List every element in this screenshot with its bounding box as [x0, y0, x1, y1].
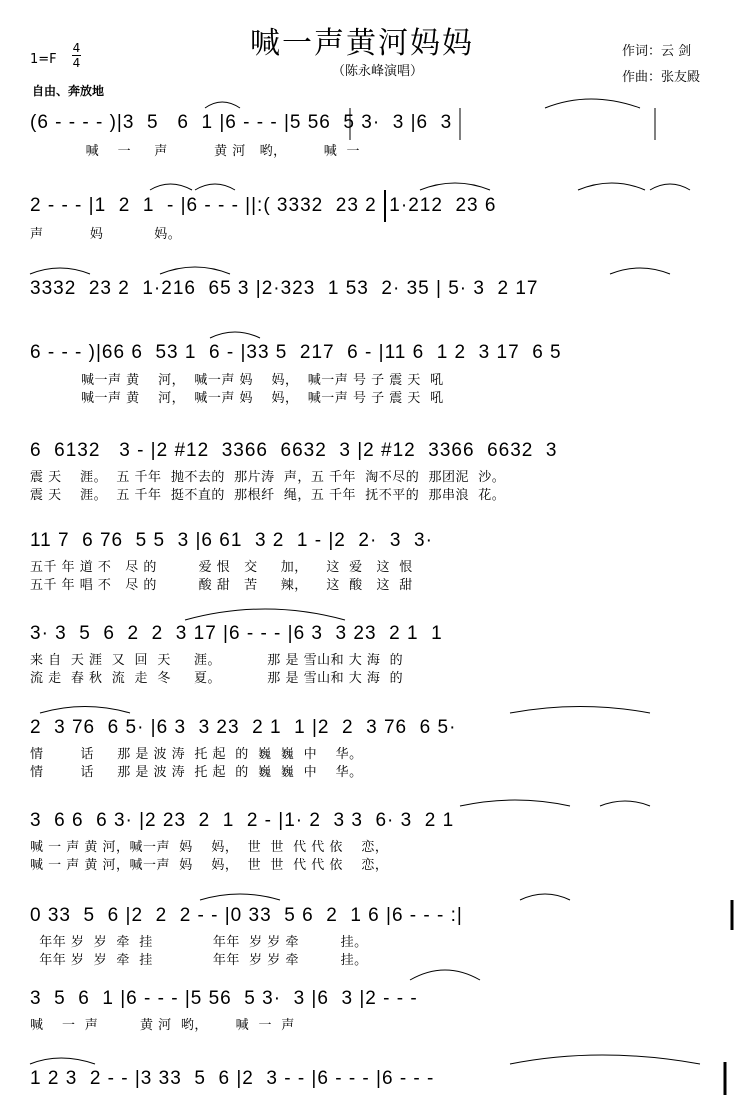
slur — [545, 99, 640, 108]
slur — [195, 184, 235, 190]
notation-line: 6 - - - )|66 6 53 1 6 - |33 5 217 6 - |11 6 1 2 3 17 6 5 — [30, 342, 562, 363]
slur — [210, 332, 260, 338]
slur — [200, 894, 280, 900]
lyric-line: 喊 一 声 黄 河，喊一声 妈 妈， 世 世 代 代 依 恋， — [30, 858, 389, 873]
lyric-line: 喊 一 声 黄 河，喊一声 妈 妈， 世 世 代 代 依 恋， — [30, 840, 389, 855]
slur — [578, 183, 645, 190]
notation-line: 6 6132 3 - |2 #12 3366 6632 3 |2 #12 3366 6632 3 — [30, 440, 558, 461]
notation-line: 3 5 6 1 |6 - - - |5 56 5 3· 3 |6 3 |2 - - - — [30, 988, 418, 1009]
slur — [40, 707, 130, 714]
lyric-line: 五千 年 唱 不 尽 的 酸 甜 苦 辣， 这 酸 这 甜 — [30, 578, 413, 593]
lyric-line: 喊一声 黄 河， 喊一声 妈 妈， 喊一声 号 子 震 天 吼 — [30, 391, 444, 406]
performer-note: （陈永峰演唱） — [332, 64, 424, 79]
lyric-line: 震 天 涯。 五 千年 抛不去的 那片涛 声，五 千年 淘不尽的 那团泥 沙。 — [30, 470, 506, 485]
slur — [600, 801, 650, 806]
song-title: 喊一声黄河妈妈 — [250, 26, 474, 61]
lyric-line: 喊 一 声 黄 河 哟， 喊 一 — [30, 144, 360, 159]
lyric-line: 喊一声 黄 河， 喊一声 妈 妈， 喊一声 号 子 震 天 吼 — [30, 373, 444, 388]
lyricist-credit: 作词：云 剑 — [622, 44, 692, 59]
slur — [160, 267, 230, 274]
notation-line: 11 7 6 76 5 5 3 |6 61 3 2 1 - |2 2· 3 3· — [30, 530, 433, 551]
notation-line: 2 3 76 6 5· |6 3 3 23 2 1 1 |2 2 3 76 6 5· — [30, 717, 457, 738]
composer-credit: 作曲：张友殿 — [622, 70, 701, 85]
slur — [410, 970, 480, 980]
notation-line: 0 33 5 6 |2 2 2 - - |0 33 5 6 2 1 6 |6 - - - :| — [30, 905, 463, 926]
time-sig-bottom: 4 — [72, 56, 81, 70]
slur — [460, 800, 570, 806]
slur — [30, 268, 90, 274]
lyric-line: 年年 岁 岁 牵 挂 年年 岁 岁 牵 挂。 — [30, 953, 368, 968]
lyric-line: 震 天 涯。 五 千年 挺不直的 那根纤 绳，五 千年 抚不平的 那串浪 花。 — [30, 488, 506, 503]
slur — [610, 268, 670, 274]
notation-line: 2 - - - |1 2 1 - |6 - - - ||:( 3332 23 2 1·212 23 6 — [30, 195, 497, 216]
slur — [150, 184, 192, 190]
slur — [205, 102, 240, 108]
lyric-line: 情 话 那 是 波 涛 托 起 的 巍 巍 中 华。 — [30, 747, 363, 762]
notation-line: 1 2 3 2 - - |3 33 5 6 |2 3 - - |6 - - - |6 - - - — [30, 1068, 435, 1089]
time-sig-top: 4 — [72, 41, 81, 55]
notation-line: 3· 3 5 6 2 2 3 17 |6 - - - |6 3 3 23 2 1 1 — [30, 623, 443, 644]
notation-line: (6 - - - - )|3 5 6 1 |6 - - - |5 56 5 3· 3 |6 3 — [30, 112, 453, 133]
lyric-line: 年年 岁 岁 牵 挂 年年 岁 岁 牵 挂。 — [30, 935, 368, 950]
slur — [510, 1055, 700, 1064]
notation-line: 3332 23 2 1·216 65 3 |2·323 1 53 2· 35 | 5· 3 2 17 — [30, 278, 539, 299]
slur — [510, 707, 650, 714]
slur — [650, 184, 690, 190]
slur — [420, 183, 490, 190]
slur — [520, 894, 570, 900]
lyric-line: 流 走 春 秋 流 走 冬 夏。 那 是 雪山和 大 海 的 — [30, 671, 404, 686]
lyric-line: 来 自 天 涯 又 回 天 涯。 那 是 雪山和 大 海 的 — [30, 653, 404, 668]
lyric-line: 喊 一 声 黄 河 哟， 喊 一 声 — [30, 1018, 295, 1033]
tempo-marking: 自由、奔放地 — [32, 84, 105, 98]
lyric-line: 五千 年 道 不 尽 的 爱 恨 交 加， 这 爱 这 恨 — [30, 560, 413, 575]
lyric-line: 情 话 那 是 波 涛 托 起 的 巍 巍 中 华。 — [30, 765, 363, 780]
slur — [30, 1058, 95, 1064]
slur — [185, 609, 345, 620]
notation-line: 3 6 6 6 3· |2 23 2 1 2 - |1· 2 3 3 6· 3 2 1 — [30, 810, 455, 831]
key-signature: 1=F — [30, 52, 57, 67]
lyric-line: 声 妈 妈。 — [30, 227, 182, 242]
